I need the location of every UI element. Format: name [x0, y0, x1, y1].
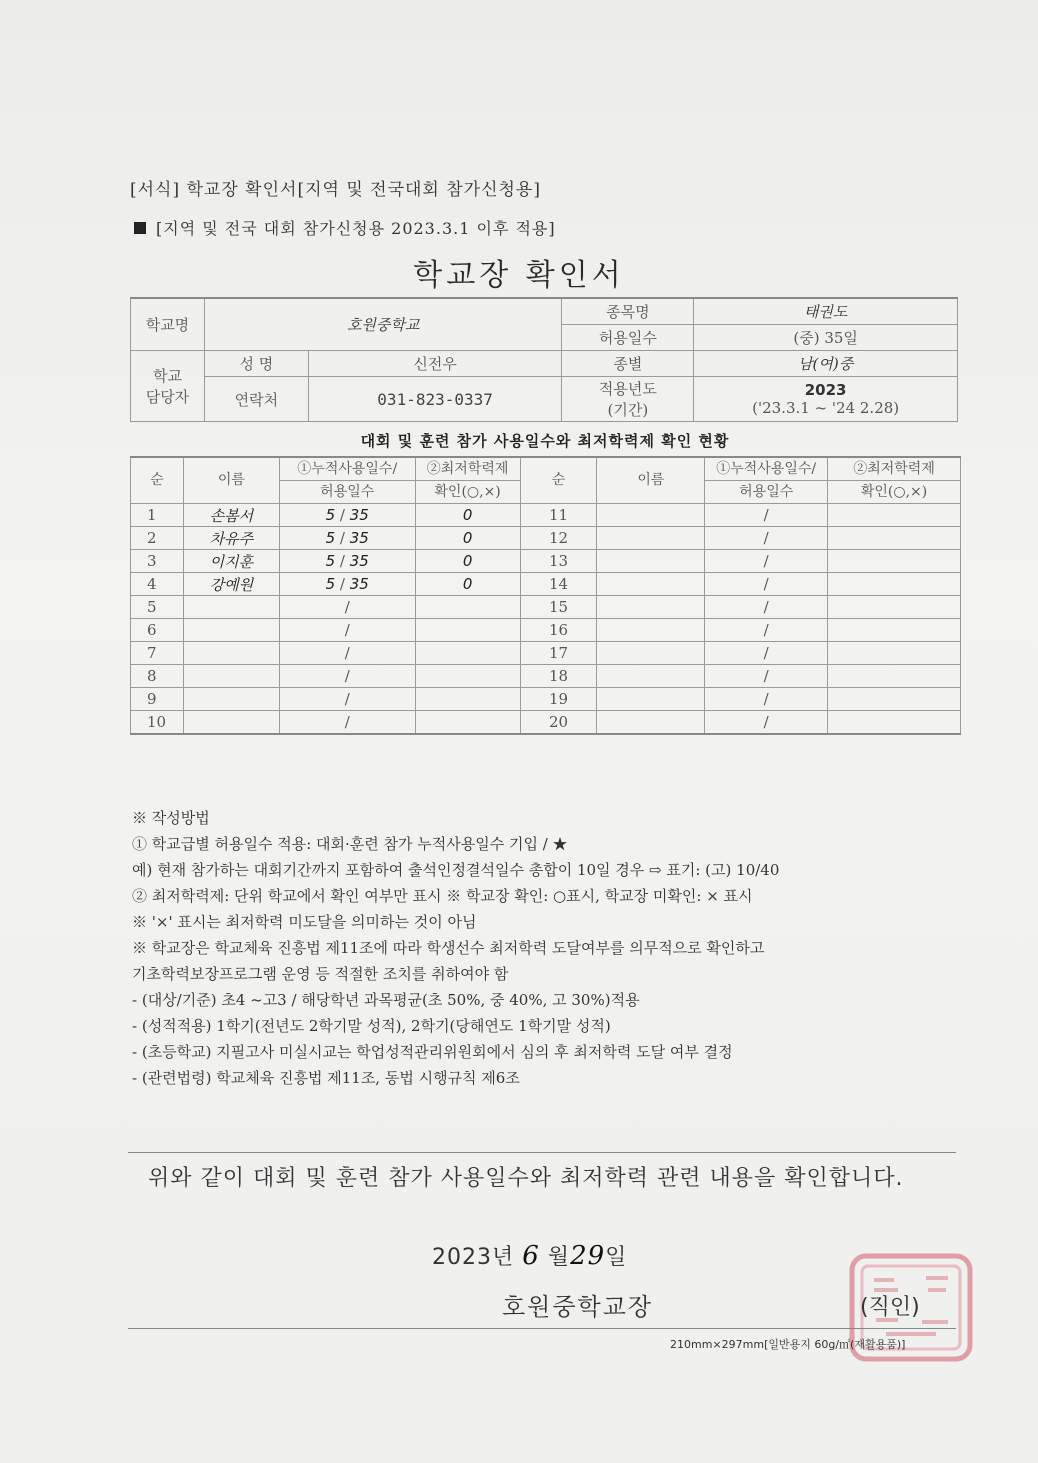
row-number: 5 [131, 596, 184, 619]
date-year: 2023년 [432, 1245, 515, 1270]
name-value: 신전우 [308, 351, 562, 377]
row-name: 차유주 [183, 527, 279, 550]
table-row [131, 550, 961, 573]
row-name [183, 665, 279, 688]
row-check-right [828, 619, 961, 642]
row-days-right [705, 504, 828, 527]
square-bullet-icon [134, 222, 146, 234]
row-check-right [828, 504, 961, 527]
slash-separator: / [344, 713, 350, 731]
instruction-line: ※ '×' 표시는 최저학력 미도달을 의미하는 것이 아님 [132, 913, 477, 931]
instruction-line: - (초등학교) 지필고사 미실시교는 학업성적관리위원회에서 심의 후 최저학력 도달 여부 결정 [132, 1043, 733, 1061]
row-name [183, 596, 279, 619]
row-days-right [705, 665, 828, 688]
row-number-right: 20 [520, 711, 597, 735]
row-check-right [828, 642, 961, 665]
section-title: 대회 및 훈련 참가 사용일수와 최저학력제 확인 현황 [360, 432, 730, 450]
row-days-right [705, 596, 828, 619]
instruction-line: - (대상/기준) 초4 ~고3 / 해당학년 과목평균(초 50%, 중 40%, 고 30%)적용 [132, 991, 640, 1009]
slash-separator: / [763, 506, 769, 524]
header-days-line1: ①누적사용일수/ [279, 457, 415, 481]
header-no-right: 순 [520, 457, 597, 504]
year-label [562, 377, 694, 422]
header-check-right-line1: ②최저학력제 [828, 457, 961, 481]
period-value: ('23.3.1 ~ '24 2.28) [752, 399, 900, 417]
row-name-right [597, 711, 705, 735]
divider-top [128, 1152, 956, 1153]
row-check-right [828, 573, 961, 596]
row-name [183, 642, 279, 665]
row-number-right: 17 [520, 642, 597, 665]
header-days-right-line2: 허용일수 [705, 481, 828, 504]
row-name [183, 711, 279, 735]
row-days [279, 573, 415, 596]
used-days: 5 [325, 529, 336, 547]
table-row [131, 504, 961, 527]
row-check [415, 619, 520, 642]
name-label: 성 명 [204, 351, 308, 377]
row-days-right [705, 573, 828, 596]
year-label-line1: 적용년도 [598, 380, 657, 398]
row-days [279, 596, 415, 619]
contact-value: 031-823-0337 [308, 377, 562, 422]
event-value: 태권도 [694, 298, 958, 325]
allowed-days: 35 [349, 575, 369, 593]
instructions [132, 805, 972, 1091]
row-name-right [597, 504, 705, 527]
instruction-line: 예) 현재 참가하는 대회기간까지 포함하여 출석인정결석일수 총합이 10일 경우 ⇨ 표기: (고) 10/40 [132, 861, 780, 879]
school-value: 호원중학교 [204, 298, 562, 351]
form-subtitle-text: [지역 및 전국 대회 참가신청용 2023.3.1 이후 적용] [156, 219, 556, 238]
slash-separator: / [763, 644, 769, 662]
row-number: 10 [131, 711, 184, 735]
table-row [131, 665, 961, 688]
contact-label: 연락처 [204, 377, 308, 422]
row-number-right: 18 [520, 665, 597, 688]
row-number: 7 [131, 642, 184, 665]
row-check-right [828, 527, 961, 550]
row-name-right [597, 596, 705, 619]
principal-name: 호원중학교장 [502, 1293, 654, 1321]
table-row [131, 527, 961, 550]
slash-separator: / [763, 713, 769, 731]
staff-label-line1: 학교 [152, 367, 182, 385]
row-number-right: 11 [520, 504, 597, 527]
header-check-line1: ②최저학력제 [415, 457, 520, 481]
table-row [131, 573, 961, 596]
row-number: 3 [131, 550, 184, 573]
row-check [415, 665, 520, 688]
allowed-days: 35 [349, 529, 369, 547]
school-info-table [130, 297, 958, 422]
slash-separator: / [763, 552, 769, 570]
row-check: 0 [415, 550, 520, 573]
allowed-days-value: (중) 35일 [694, 325, 958, 351]
slash-separator: / [763, 598, 769, 616]
allowed-days-label: 허용일수 [562, 325, 694, 351]
date-day-unit: 일 [605, 1245, 628, 1270]
slash-separator: / [763, 621, 769, 639]
row-number: 8 [131, 665, 184, 688]
table-row [131, 619, 961, 642]
row-days [279, 550, 415, 573]
header-check-right-line2: 확인(○,×) [828, 481, 961, 504]
row-days [279, 504, 415, 527]
row-name [183, 688, 279, 711]
signature-date [432, 1240, 627, 1271]
instruction-line: ※ 작성방법 [132, 809, 210, 827]
header-days-line2: 허용일수 [279, 481, 415, 504]
row-number: 4 [131, 573, 184, 596]
row-number-right: 16 [520, 619, 597, 642]
row-days [279, 527, 415, 550]
row-days-right [705, 527, 828, 550]
slash-separator: / [763, 575, 769, 593]
row-name-right [597, 527, 705, 550]
document-title: 학교장 확인서 [413, 258, 625, 293]
row-name-right [597, 619, 705, 642]
paper-spec: 210mm×297mm[일반용지 60g/㎡(재활용품)] [670, 1338, 906, 1351]
date-day: 29 [570, 1241, 606, 1271]
seal-label: (직인) [860, 1295, 920, 1320]
gender-value: 남(여)중 [694, 351, 958, 377]
row-number: 2 [131, 527, 184, 550]
table-header-row [131, 457, 961, 481]
year-label-line2: (기간) [607, 401, 649, 419]
row-check: 0 [415, 527, 520, 550]
row-name-right [597, 642, 705, 665]
used-days: 5 [325, 575, 336, 593]
row-number-right: 14 [520, 573, 597, 596]
row-check: 0 [415, 573, 520, 596]
row-name: 손봄서 [183, 504, 279, 527]
row-days [279, 642, 415, 665]
header-no: 순 [131, 457, 184, 504]
row-name [183, 619, 279, 642]
table-row [131, 596, 961, 619]
slash-separator: / [335, 552, 350, 570]
slash-separator: / [763, 529, 769, 547]
row-days [279, 688, 415, 711]
slash-separator: / [344, 644, 350, 662]
row-number: 1 [131, 504, 184, 527]
slash-separator: / [344, 598, 350, 616]
date-month: 6 [522, 1241, 540, 1271]
row-check-right [828, 688, 961, 711]
slash-separator: / [344, 690, 350, 708]
slash-separator: / [335, 529, 350, 547]
participation-table [130, 456, 961, 735]
row-name-right [597, 573, 705, 596]
row-check [415, 711, 520, 735]
instruction-line: - (관련법령) 학교체육 진흥법 제11조, 동법 시행규칙 제6조 [132, 1069, 520, 1087]
table-row [131, 688, 961, 711]
row-days-right [705, 550, 828, 573]
row-number-right: 12 [520, 527, 597, 550]
row-name: 이지훈 [183, 550, 279, 573]
row-days-right [705, 642, 828, 665]
instruction-line: 기초학력보장프로그램 운영 등 적절한 조치를 취하여야 함 [132, 965, 509, 983]
gender-label: 종별 [562, 351, 694, 377]
row-days [279, 711, 415, 735]
form-subtitle [134, 216, 556, 239]
table-row [131, 642, 961, 665]
header-name: 이름 [183, 457, 279, 504]
row-name-right [597, 688, 705, 711]
row-name-right [597, 550, 705, 573]
school-label: 학교명 [131, 298, 205, 351]
row-days-right [705, 711, 828, 735]
header-check-line2: 확인(○,×) [415, 481, 520, 504]
row-days-right [705, 688, 828, 711]
row-number: 9 [131, 688, 184, 711]
row-number-right: 15 [520, 596, 597, 619]
slash-separator: / [763, 690, 769, 708]
confirmation-text: 위와 같이 대회 및 훈련 참가 사용일수와 최저학력 관련 내용을 확인합니다. [148, 1166, 904, 1191]
row-check: 0 [415, 504, 520, 527]
row-check-right [828, 596, 961, 619]
instruction-line: ① 학교급별 허용일수 적용: 대회·훈련 참가 누적사용일수 기입 / ★ [132, 835, 568, 853]
slash-separator: / [335, 506, 350, 524]
row-check [415, 688, 520, 711]
allowed-days: 35 [349, 552, 369, 570]
row-check-right [828, 711, 961, 735]
table-row [131, 711, 961, 735]
header-days-right-line1: ①누적사용일수/ [705, 457, 828, 481]
allowed-days: 35 [349, 506, 369, 524]
row-name: 강예원 [183, 573, 279, 596]
date-month-unit: 월 [547, 1245, 571, 1270]
staff-label [131, 351, 205, 422]
row-days-right [705, 619, 828, 642]
slash-separator: / [344, 667, 350, 685]
slash-separator: / [344, 621, 350, 639]
instruction-line: - (성적적용) 1학기(전년도 2학기말 성적), 2학기(당해연도 1학기말 성적) [132, 1017, 611, 1035]
row-check-right [828, 550, 961, 573]
row-check [415, 596, 520, 619]
row-days [279, 665, 415, 688]
row-check-right [828, 665, 961, 688]
used-days: 5 [325, 506, 336, 524]
used-days: 5 [325, 552, 336, 570]
row-name-right [597, 665, 705, 688]
divider-bottom [128, 1328, 956, 1329]
year-cell [694, 377, 958, 422]
row-check [415, 642, 520, 665]
instruction-line: ※ 학교장은 학교체육 진흥법 제11조에 따라 학생선수 최저학력 도달여부를 의무적으로 확인하고 [132, 939, 765, 957]
row-number-right: 13 [520, 550, 597, 573]
row-days [279, 619, 415, 642]
row-number: 6 [131, 619, 184, 642]
staff-label-line2: 담당자 [145, 388, 190, 406]
event-label: 종목명 [562, 298, 694, 325]
instruction-line: ② 최저학력제: 단위 학교에서 확인 여부만 표시 ※ 학교장 확인: ○표시, 학교장 미확인: × 표시 [132, 887, 753, 905]
header-name-right: 이름 [597, 457, 705, 504]
row-number-right: 19 [520, 688, 597, 711]
form-title: [서식] 학교장 확인서[지역 및 전국대회 참가신청용] [130, 180, 541, 200]
slash-separator: / [335, 575, 350, 593]
slash-separator: / [763, 667, 769, 685]
year-value: 2023 [804, 381, 847, 399]
